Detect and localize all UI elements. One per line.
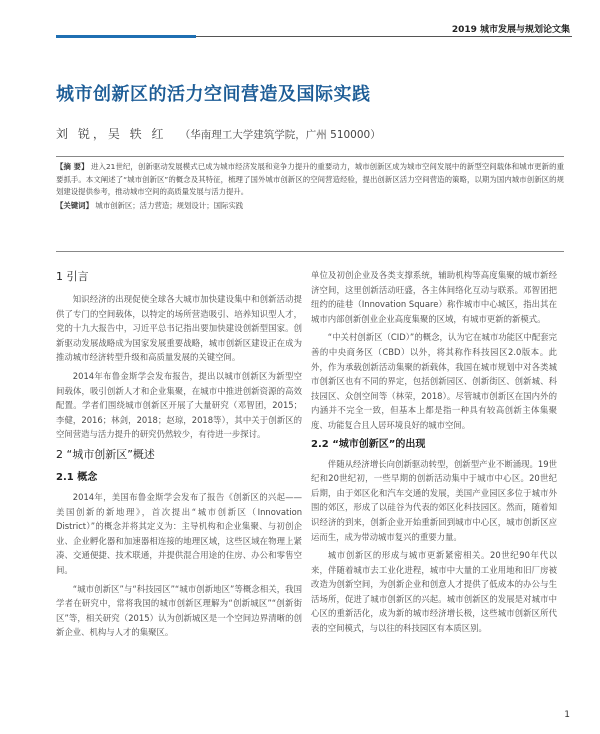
author-line (56, 125, 381, 142)
body-paragraph: 城市创新区的形成与城市更新紧密相关。20世纪90年代以来，伴随着城市去工业化进程，城市中大量的工业用地和旧厂房被改造为创新空间，为创新企业和创意人才提供了低成本的办公与生活场所，促进了城市创新区的兴起。城市创新区的发展是对城市中心区的重新活化，成为新的城市经济增长极，这些城市创新区所代表的空间模式，与以往的科技园区有本质区别。 (311, 550, 557, 634)
body-paragraph: 知识经济的出现促使全球各大城市加快建设集中和创新活动提供了专门的空间载体，以特定的场所营造吸引、培养知识型人才，党的十九大报告中，习近平总书记指出要加快建设创新型国家。创新驱动发展战略成为国家发展重要战略，城市创新区建设正在成为推动城市经济转型升级和高质量发展的关键空间。 (56, 294, 302, 363)
body-paragraph: 单位及初创企业及各类支撑系统，辅助机构等高度集聚的城市新经济空间，这里创新活动旺盛，各主体间络化互动与联系。邓智团把纽约的硅巷（Innovation Square）称作城市中心城区，指出其在城市内部创新创业企业高度集聚的区域，有城市更新的新模式。 (311, 270, 557, 324)
author-affiliation: （华南理工大学建筑学院，广州 510000） (179, 129, 381, 141)
paper-title: 城市创新区的活力空间营造及国际实践 (56, 84, 371, 105)
right-column (311, 268, 557, 640)
body-paragraph: 伴随从经济增长向创新驱动转型，创新型产业不断涌现。19世纪和20世纪初，一些早期的创新活动集中于城市中心区。20世纪后期，由于郊区化和汽车交通的发展，美国产业园区多位于城市外围的郊区，形成了以硅谷为代表的郊区化科技园区。然而，随着知识经济的到来，创新企业开始重新回到城市中心区，城市创新区应运而生，成为带动城市复兴的重要力量。 (311, 458, 557, 542)
header-accent-bar (56, 35, 196, 38)
subsection-heading-emergence: 2.2 “城市创新区”的出现 (311, 438, 426, 450)
keywords-label: 【关键词】 (56, 200, 93, 210)
abstract-label: 【摘 要】 (56, 162, 89, 171)
body-paragraph: “中关村创新区（CID）”的概念，认为它在城市功能区中配套完善的中央商务区（CBD）以外，将其称作科技园区2.0版本。此外，作为承载创新活动集聚的新载体，我国在城市规划中对各类城市创新区也有不同的界定，包括创新园区、创新街区、创新城、科技园区、众创空间等（林荣，2018）。尽管城市创新区在国内外的内涵并不完全一致，但基本上都是指一种具有较高创新主体集聚度、功能复合且人居环境良好的城市空间。 (311, 332, 557, 430)
left-column (56, 268, 302, 644)
section-heading-introduction: 1 引言 (56, 270, 89, 283)
abstract-paragraph (56, 161, 564, 199)
body-paragraph: 2014年布鲁金斯学会发布报告，提出以城市创新区为新型空间载体，吸引创新人才和企业集聚，在城市中推进创新资源的高效配置。学者们围绕城市创新区开展了大量研究（邓智团，2015；李健，2016；林剑，2018；赵琼，2018等），其中关于创新区的空间营造与活力提升的研究仍然较少，有待进一步探讨。 (56, 370, 302, 440)
keywords-line (56, 200, 564, 212)
abstract-text: 进入21世纪，创新驱动发展模式已成为城市经济发展和竞争力提升的重要动力，城市创新区成为城市空间发展中的新型空间载体和城市更新的重要抓手。本文阐述了“城市创新区”的概念及其特征，梳理了国外城市创新区的空间营造经验，提出创新区活力空间营造的策略，以期为国内城市创新区的规划建设提供参考，推动城市空间的高质量发展与活力提升。 (56, 162, 564, 197)
page-number: 1 (564, 710, 570, 720)
author-names: 刘 锐，吴 轶 红 (56, 127, 167, 141)
section-heading-overview: 2 “城市创新区”概述 (56, 447, 155, 461)
body-paragraph: “城市创新区”与“科技园区”“城市创新地区”等概念相关，我国学者在研究中，常将我国的城市创新区理解为“创新城区”“创新街区”等，相关研究（2015）认为创新城区是一个空间边界清晰的创新企业、机构与人才的集聚区。 (56, 583, 302, 638)
abstract-block (56, 156, 564, 252)
subsection-heading-concept: 2.1 概念 (56, 471, 98, 483)
running-header: 2019 城市发展与规划论文集 (451, 25, 570, 35)
body-paragraph: 2014年，美国布鲁金斯学会发布了报告《创新区的兴起——美国创新的新地理》，首次提出“城市创新区（Innovation District）”的概念并将其定义为：主导机构和企业集聚、与初创企业、企业孵化器和加速器相连接的地理区域，这些区域在物理上紧凑、交通便捷、技术联通，并提供混合用途的住房、办公和零售空间。 (56, 491, 302, 575)
keywords-text: 城市创新区；活力营造；规划设计；国际实践 (95, 200, 244, 210)
